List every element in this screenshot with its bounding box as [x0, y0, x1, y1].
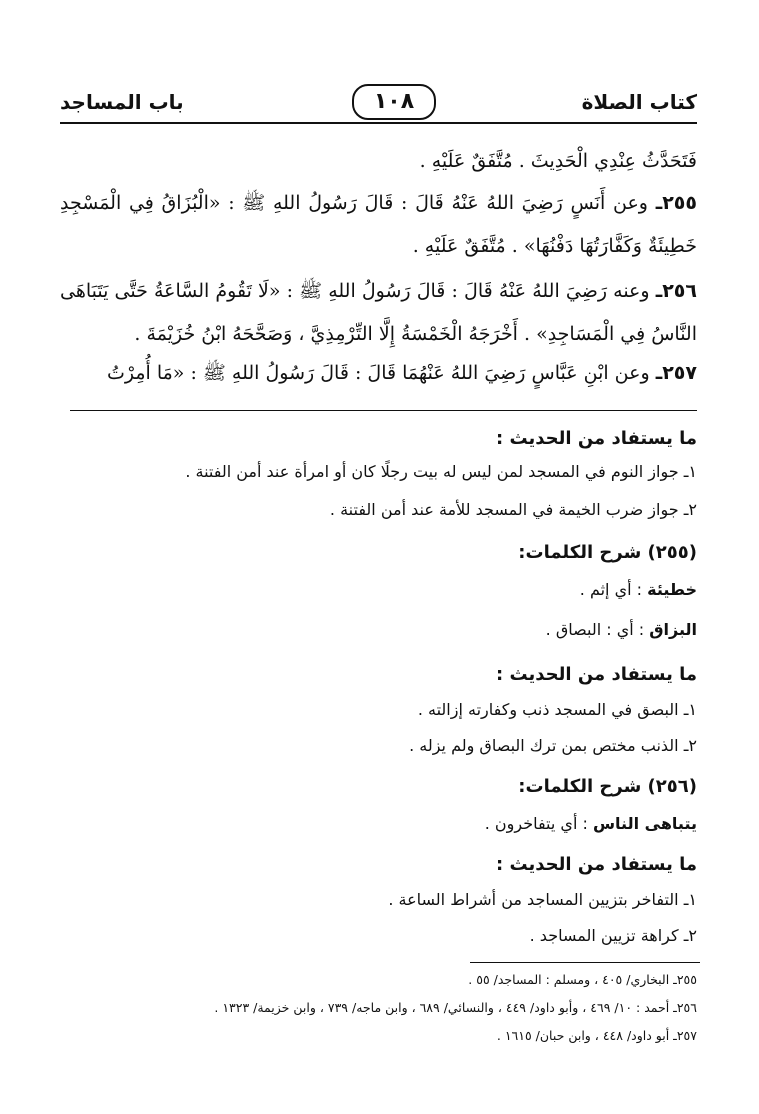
hadith-257-number: ٢٥٧ـ [655, 362, 697, 384]
chapter-title: باب المساجد [60, 90, 184, 114]
hadith-255-text: وعن أَنَسٍ رَضِيَ اللهُ عَنْهُ قَالَ : قَالَ رَسُولُ اللهِ ﷺ : «الْبُزَاقُ فِي الْمَسْجِدِ خَطِيئَةٌ وَكَفَّارَتُهَا دَفْنُهَا» . مُتَّفَقٌ عَلَيْهِ . [60, 192, 697, 257]
header-rule [60, 122, 697, 124]
hadith-255 [60, 182, 697, 268]
word-meaning: : أي : البصاق . [545, 620, 650, 639]
benefits-256-title: ما يستفاد من الحديث : [496, 854, 697, 875]
word-term: يتباهى الناس [592, 814, 697, 833]
commentary-divider [70, 410, 697, 411]
hadith-255-number: ٢٥٥ـ [655, 192, 697, 214]
benefit-item: ١ـ البصق في المسجد ذنب وكفارته إزالته . [417, 700, 697, 719]
word-term: البزاق [649, 620, 697, 639]
benefit-item: ١ـ جواز النوم في المسجد لمن ليس له بيت رجلًا كان أو امرأة عند أمن الفتنة . [185, 462, 697, 481]
hadith-257 [60, 352, 697, 395]
benefit-item: ١ـ التفاخر بتزيين المساجد من أشراط الساعة . [388, 890, 697, 909]
word-meaning: : أي يتفاخرون . [484, 814, 593, 833]
word-item [60, 580, 697, 599]
words-256-title: (٢٥٦) شرح الكلمات: [518, 776, 697, 797]
benefit-item: ٢ـ الذنب مختص بمن ترك البصاق ولم يزله . [409, 736, 697, 755]
words-255-title: (٢٥٥) شرح الكلمات: [518, 542, 697, 563]
page-number: ١٠٨ [352, 84, 436, 120]
benefit-item: ٢ـ كراهة تزيين المساجد . [529, 926, 697, 945]
footnote: ٢٥٥ـ البخاري/ ٤٠٥ ، ومسلم : المساجد/ ٥٥ . [468, 972, 697, 987]
footnote: ٢٥٦ـ أحمد : ١٠/ ٤٦٩ ، وأبو داود/ ٤٤٩ ، والنسائي/ ٦٨٩ ، وابن ماجه/ ٧٣٩ ، وابن خزيمة/ ١٣٢٣ . [214, 1000, 697, 1015]
footnote: ٢٥٧ـ أبو داود/ ٤٤٨ ، وابن حبان/ ١٦١٥ . [496, 1028, 697, 1043]
hadith-256-number: ٢٥٦ـ [655, 280, 697, 302]
benefits-255-title: ما يستفاد من الحديث : [496, 664, 697, 685]
page-header [60, 84, 697, 124]
hadith-256 [60, 270, 697, 356]
hadith-256-text: وعنه رَضِيَ اللهُ عَنْهُ قَالَ : قَالَ رَسُولُ اللهِ ﷺ : «لَا تَقُومُ السَّاعَةُ حَتَّى يَتَبَاهَى النَّاسُ فِي الْمَسَاجِدِ» . أَخْرَجَهُ الْخَمْسَةُ إِلَّا التِّرْمِذِيَّ ، وَصَحَّحَهُ ابْنُ خُزَيْمَةَ . [60, 280, 697, 345]
book-title: كتاب الصلاة [581, 90, 697, 114]
word-item [60, 814, 697, 833]
hadith-prev-end: فَتَحَدَّثُ عِنْدِي الْحَدِيثَ . مُتَّفَقٌ عَلَيْهِ . [419, 150, 697, 172]
word-term: خطيئة [647, 580, 697, 599]
word-item [60, 620, 697, 639]
footnote-rule [470, 962, 700, 963]
benefits-title: ما يستفاد من الحديث : [496, 428, 697, 449]
word-meaning: : أي إثم . [579, 580, 648, 599]
benefit-item: ٢ـ جواز ضرب الخيمة في المسجد للأمة عند أمن الفتنة . [329, 500, 697, 519]
hadith-257-text: وعن ابْنِ عَبَّاسٍ رَضِيَ اللهُ عَنْهُمَا قَالَ : قَالَ رَسُولُ اللهِ ﷺ : «مَا أُمِرْتُ [106, 362, 650, 384]
